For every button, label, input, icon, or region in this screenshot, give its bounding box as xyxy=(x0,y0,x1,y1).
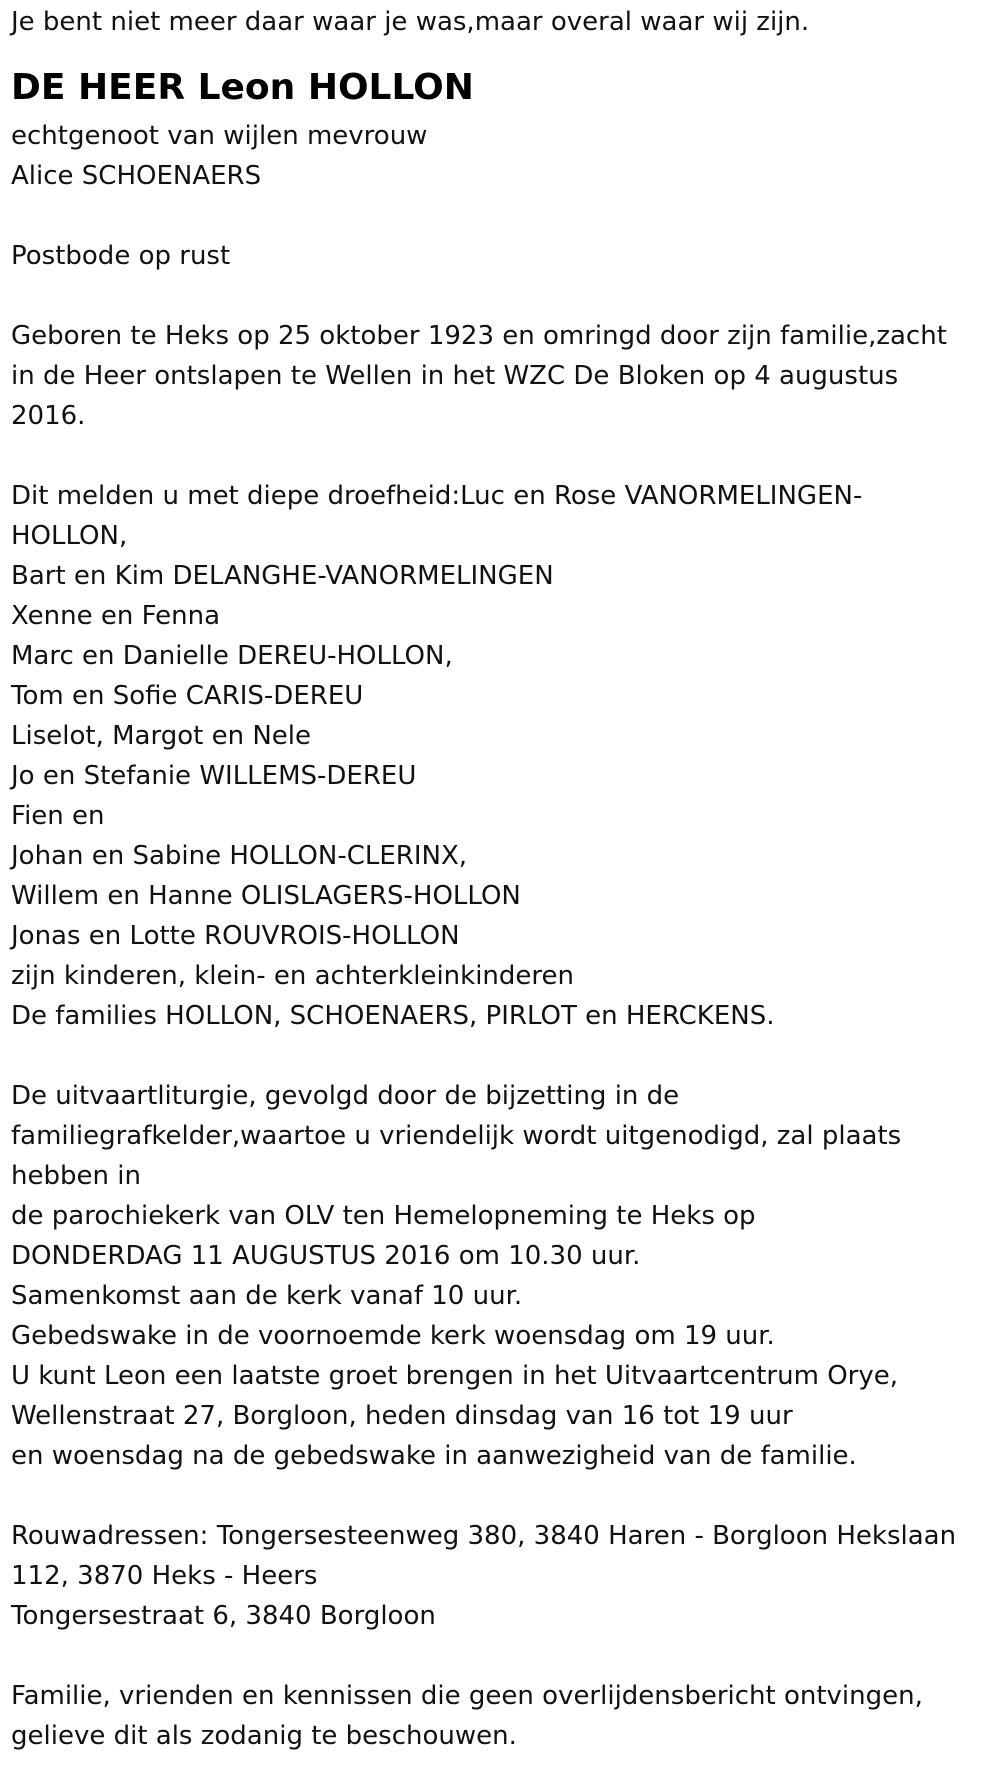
text-line: 2016. xyxy=(11,401,86,431)
text-line: DONDERDAG 11 AUGUSTUS 2016 om 10.30 uur. xyxy=(11,1241,641,1271)
closing-paragraph xyxy=(11,1676,991,1756)
family-paragraph xyxy=(11,476,991,1036)
text-line: in de Heer ontslapen te Wellen in het WZC De Bloken op 4 augustus xyxy=(11,361,899,391)
text-line: zijn kinderen, klein- en achterkleinkinderen xyxy=(11,961,574,991)
text-line: familiegrafkelder,waartoe u vriendelijk wordt uitgenodigd, zal plaats xyxy=(11,1121,902,1151)
text-line: De families HOLLON, SCHOENAERS, PIRLOT en HERCKENS. xyxy=(11,1001,775,1031)
text-line: de parochiekerk van OLV ten Hemelopneming te Heks op xyxy=(11,1201,756,1231)
text-line: gelieve dit als zodanig te beschouwen. xyxy=(11,1721,517,1751)
text-line: Jonas en Lotte ROUVROIS-HOLLON xyxy=(11,921,460,951)
text-line: Familie, vrienden en kennissen die geen overlijdensbericht ontvingen, xyxy=(11,1681,923,1711)
funeral-paragraph xyxy=(11,1076,991,1476)
text-line: Rouwadressen: Tongersesteenweg 380, 3840 Haren - Borgloon Hekslaan xyxy=(11,1521,957,1551)
text-line: 112, 3870 Heks - Heers xyxy=(11,1561,318,1591)
spacer xyxy=(11,1476,991,1516)
text-line: Wellenstraat 27, Borgloon, heden dinsdag van 16 tot 19 uur xyxy=(11,1401,793,1431)
text-line: Tom en Sofie CARIS-DEREU xyxy=(11,681,364,711)
spacer xyxy=(11,1636,991,1676)
text-line: Bart en Kim DELANGHE-VANORMELINGEN xyxy=(11,561,554,591)
text-line: Dit melden u met diepe droefheid:Luc en Rose VANORMELINGEN- xyxy=(11,481,863,511)
spouse-line: echtgenoot van wijlen mevrouw xyxy=(11,121,428,151)
spacer xyxy=(11,1036,991,1076)
text-line: De uitvaartliturgie, gevolgd door de bijzetting in de xyxy=(11,1081,680,1111)
addresses-paragraph xyxy=(11,1516,991,1636)
spacer xyxy=(11,436,991,476)
text-line: Willem en Hanne OLISLAGERS-HOLLON xyxy=(11,881,521,911)
text-line: en woensdag na de gebedswake in aanwezigheid van de familie. xyxy=(11,1441,857,1471)
text-line: Tongersestraat 6, 3840 Borgloon xyxy=(11,1601,436,1631)
text-line: U kunt Leon een laatste groet brengen in het Uitvaartcentrum Orye, xyxy=(11,1361,898,1391)
spacer xyxy=(11,276,991,316)
obituary-notice xyxy=(11,0,991,1756)
text-line: Fien en xyxy=(11,801,105,831)
deceased-name-title: DE HEER Leon HOLLON xyxy=(11,67,474,108)
birth-death-paragraph xyxy=(11,316,991,436)
text-line: Liselot, Margot en Nele xyxy=(11,721,311,751)
text-line: Geboren te Heks op 25 oktober 1923 en omringd door zijn familie,zacht xyxy=(11,321,947,351)
text-line: Gebedswake in de voornoemde kerk woensdag om 19 uur. xyxy=(11,1321,775,1351)
text-line: Samenkomst aan de kerk vanaf 10 uur. xyxy=(11,1281,523,1311)
spouse-name-line: Alice SCHOENAERS xyxy=(11,161,262,191)
spacer xyxy=(11,196,991,236)
text-line: Johan en Sabine HOLLON-CLERINX, xyxy=(11,841,468,871)
occupation-line: Postbode op rust xyxy=(11,241,231,271)
motto-line: Je bent niet meer daar waar je was,maar overal waar wij zijn. xyxy=(11,7,810,37)
text-line: Marc en Danielle DEREU-HOLLON, xyxy=(11,641,453,671)
text-line: Jo en Stefanie WILLEMS-DEREU xyxy=(11,761,417,791)
text-line: hebben in xyxy=(11,1161,141,1191)
text-line: Xenne en Fenna xyxy=(11,601,221,631)
text-line: HOLLON, xyxy=(11,521,128,551)
